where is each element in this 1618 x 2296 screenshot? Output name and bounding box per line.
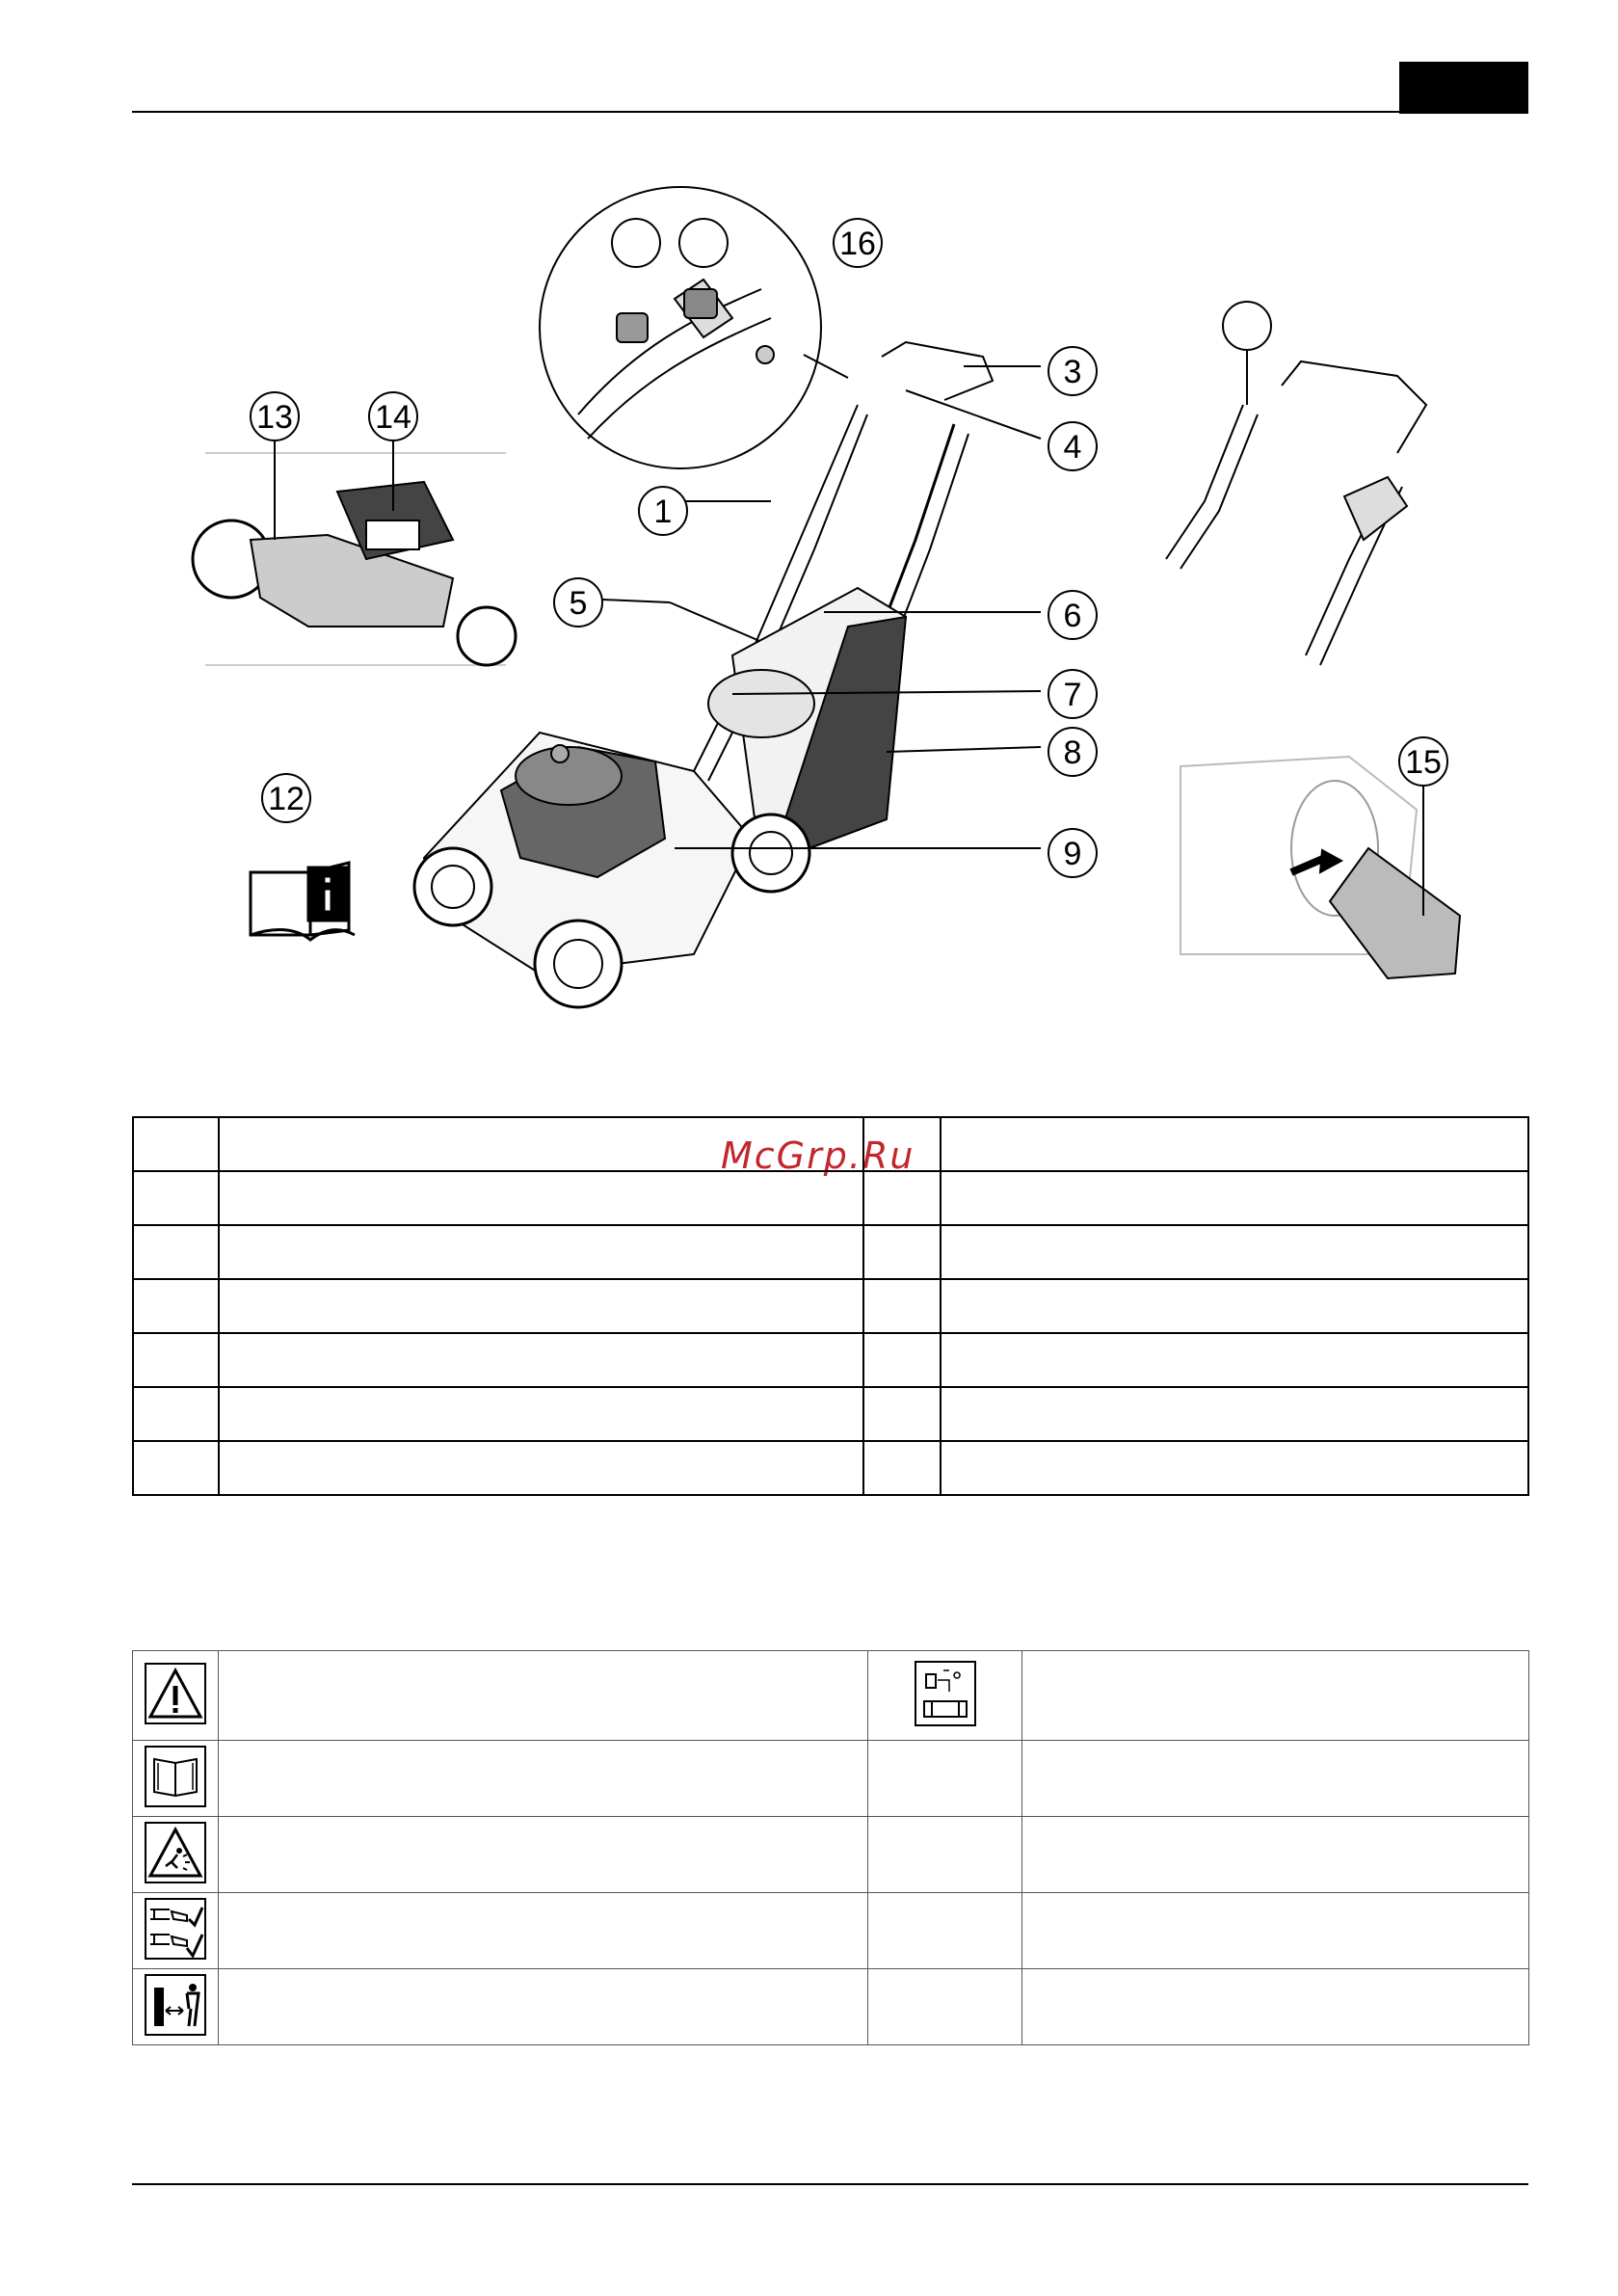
- svg-text:15: 15: [1405, 744, 1442, 781]
- svg-text:4: 4: [1063, 429, 1082, 466]
- svg-text:9: 9: [1063, 836, 1082, 872]
- callout-circle-c: [1223, 302, 1271, 350]
- svg-text:12: 12: [268, 781, 305, 817]
- header-rule: [132, 111, 1528, 113]
- svg-text:8: 8: [1063, 734, 1082, 771]
- callout-15: [1399, 737, 1447, 786]
- svg-text:16: 16: [839, 226, 876, 262]
- footer-rule: [132, 2183, 1528, 2185]
- table-row: [133, 1117, 1528, 1171]
- callout-circle-b: [679, 219, 728, 267]
- grass-catcher-icon: [915, 1661, 976, 1726]
- product-overview-illustration: [0, 145, 1618, 1051]
- callout-7: [1048, 670, 1097, 718]
- warning-triangle-icon: [145, 1663, 206, 1724]
- table-row: [133, 1893, 1529, 1969]
- callout-6: [1048, 591, 1097, 639]
- callout-12: [262, 774, 310, 822]
- svg-text:6: 6: [1063, 598, 1082, 634]
- blade-hazard-icon: [145, 1898, 206, 1960]
- table-row: [133, 1225, 1528, 1279]
- callout-1: [639, 487, 687, 535]
- manual-book-icon: [145, 1746, 206, 1807]
- callout-9: [1048, 829, 1097, 877]
- watermark: McGrp.Ru: [721, 1135, 915, 1177]
- callout-14: [369, 392, 417, 441]
- svg-text:3: 3: [1063, 354, 1082, 390]
- parts-table: [132, 1116, 1529, 1496]
- table-row: [133, 1171, 1528, 1225]
- table-row: [133, 1651, 1529, 1741]
- svg-text:14: 14: [375, 399, 411, 436]
- thrown-objects-icon: [145, 1822, 206, 1883]
- rear-wheel: [732, 814, 809, 892]
- manual-info-icon: [251, 863, 355, 940]
- table-row: [133, 1969, 1529, 2045]
- svg-text:5: 5: [569, 585, 588, 622]
- svg-text:13: 13: [256, 399, 293, 436]
- svg-text:7: 7: [1063, 677, 1082, 713]
- callout-16: [834, 219, 882, 267]
- table-row: [133, 1333, 1528, 1387]
- table-row: [133, 1817, 1529, 1893]
- table-row: [133, 1387, 1528, 1441]
- language-tab: [1399, 62, 1528, 114]
- callout-8: [1048, 728, 1097, 776]
- callout-3: [1048, 347, 1097, 395]
- callout-5: [554, 578, 602, 627]
- callout-circle-a: [612, 219, 660, 267]
- table-row: [133, 1741, 1529, 1817]
- svg-text:1: 1: [653, 494, 673, 530]
- keep-distance-icon: [145, 1974, 206, 2036]
- table-row: [133, 1279, 1528, 1333]
- symbols-table: [132, 1650, 1529, 2045]
- front-left-wheel: [414, 848, 491, 925]
- callout-13: [251, 392, 299, 441]
- front-right-wheel: [535, 921, 622, 1007]
- callout-4: [1048, 422, 1097, 470]
- table-row: [133, 1441, 1528, 1495]
